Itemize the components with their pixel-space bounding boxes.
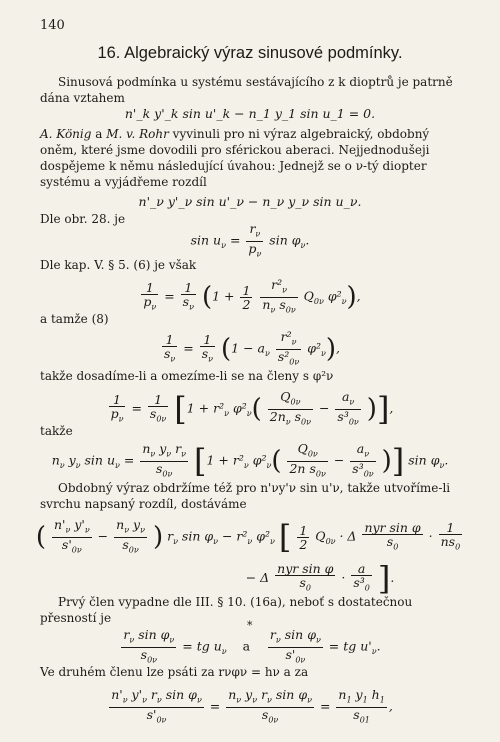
equation-difference-expanded-2: − Δ nyr sin φ $s_0$ · $\frac{a}{s^3_0}$ ].	[245, 559, 395, 598]
section-heading: 16. Algebraický výraz sinusové podmínky.	[97, 44, 403, 62]
equation-difference-expanded-1: ( $\frac{n'_\nu y'_\nu}{s'_{0\nu}}$ − $\frac{n_\nu y_\nu}{s_{0\nu}}$ ) $r_\nu$ $\sin \varphi_\nu - r^2_\nu$ $\varphi^2_\nu$ [ $\frac{1}{2}$ $Q_{0\nu} \cdot \Delta$ nyr sin φ $s_0$ · $\frac{1}{ns_0}$	[35, 517, 461, 556]
tangent-connector: a	[242, 638, 251, 654]
paragraph-substitute: takže dosadíme-li a omezíme-li se na členy s φ²ν	[40, 369, 334, 383]
eq3-right: sin φ	[269, 232, 301, 248]
equation-sin-u: $\sin u_\nu$ = $\frac{r_\nu}{p_\nu}$ $\sin \varphi_\nu$.	[190, 221, 310, 258]
equation-1-over-p: $\frac{1}{p_\nu}$ = $\frac{1}{s_\nu}$ (1 + $\frac{1}{2}$ $\frac{r^2_\nu}{n_\nu s_{0\nu}}$ $Q_{0\nu}$ $\varphi^2_\nu$),	[143, 277, 361, 314]
paragraph-intro: Sinusová podmínka u systému sestávajícího z k dioptrů je patrně dána vztahem	[40, 75, 453, 105]
label-obr: Dle obr. 28. je	[40, 212, 126, 226]
page-number: 140	[40, 18, 65, 33]
eq3-left: sin u	[190, 232, 222, 248]
equation-n-y-sin-u: $n_\nu$ $y_\nu$ $\sin u_\nu$ = $\frac{n_\nu y_\nu r_\nu}{s_{0\nu}}$ [$1 + r^2_\nu$ $\varphi^2_\nu$( $\frac{Q_{0\nu}}{2n s_{0\nu}}$ − $\frac{a_\nu}{s^3_{0\nu}}$ )] $\sin \varphi_\nu$.	[51, 441, 449, 480]
eq3-den: p	[248, 240, 257, 256]
label-kap: Dle kap. V. § 5. (6) je však	[40, 258, 197, 272]
paragraph-konig-rohr-text: vyvinuli pro ni výraz algebraický, obdobný oněm, které jsme dovodili pro sférickou aberaci. Nejjednodušeji dospějeme k němu následující úvahou: Jednejž se o ν-tý diopter systému a vyjádřeme rozdíl	[40, 127, 430, 189]
equation-final: $\frac{n'_\nu y'_\nu r_\nu \sin \varphi_\nu}{s'_{0\nu}}$ = $\frac{n_\nu y_\nu r_\nu \sin \varphi_\nu}{s_{0\nu}}$ = $\frac{n_1 y_1 h_1}{s_{01}}$ ,	[111, 687, 393, 724]
equation-1-over-s: $\frac{1}{s_\nu}$ = $\frac{1}{s_\nu}$ ($1 - a_\nu$ $\frac{r^2_\nu}{s^2_{0\nu}}$ $\varphi^2_\nu$),	[164, 329, 340, 366]
equation-1-over-p-expanded: $\frac{1}{p_\nu}$ = $\frac{1}{s_{0\nu}}$ [$1 + r^2_\nu$ $\varphi^2_\nu$( $\frac{Q_{0\nu}}{2n_\nu s_{0\nu}}$ − $\frac{a_\nu}{s^3_{0\nu}}$ )],	[110, 389, 394, 428]
paragraph-second-term: Ve druhém členu lze psáti za rνφν = hν a za	[40, 665, 309, 679]
paragraph-first-term: Prvý člen vypadne dle III. § 10. (16a), neboť s dostatečnou přesností je	[40, 595, 413, 625]
label-tamze: a tamže (8)	[40, 312, 109, 326]
eq3-num: r	[249, 221, 256, 236]
paragraph-analogous: Obdobný výraz obdržíme též pro n'νy'ν sin u'ν, takže utvoříme-li svrchu napsaný rozdíl, dostáváme	[40, 481, 451, 511]
margin-mark: *	[247, 619, 253, 632]
equation-difference: n'_ν y'_ν sin u'_ν − n_ν y_ν sin u_ν.	[138, 194, 362, 209]
label-takze: takže	[40, 424, 73, 438]
paragraph-konig-rohr: A. König a M. v. Rohr vyvinuli pro ni výraz algebraický, obdobný oněm, které jsme dovodili pro sférickou aberaci. Nejjednodušeji dospějeme k němu následující úvahou: Jednejž se o ν-tý diopter systému a vyjádřeme rozdíl	[40, 127, 430, 189]
fraction-r-p: $\frac{r_\nu}{p_\nu}$	[248, 221, 262, 258]
equation-tangent: $\frac{r_\nu \sin \varphi_\nu}{s_{0\nu}}$ = tg $u_\nu$ a $\frac{r_\nu \sin \varphi_\nu}{s'_{0\nu}}$ = tg $u'_\nu$.	[123, 627, 381, 664]
equation-sine-condition: n'_k y'_k sin u'_k − n_1 y_1 sin u_1 = 0.	[124, 106, 376, 121]
